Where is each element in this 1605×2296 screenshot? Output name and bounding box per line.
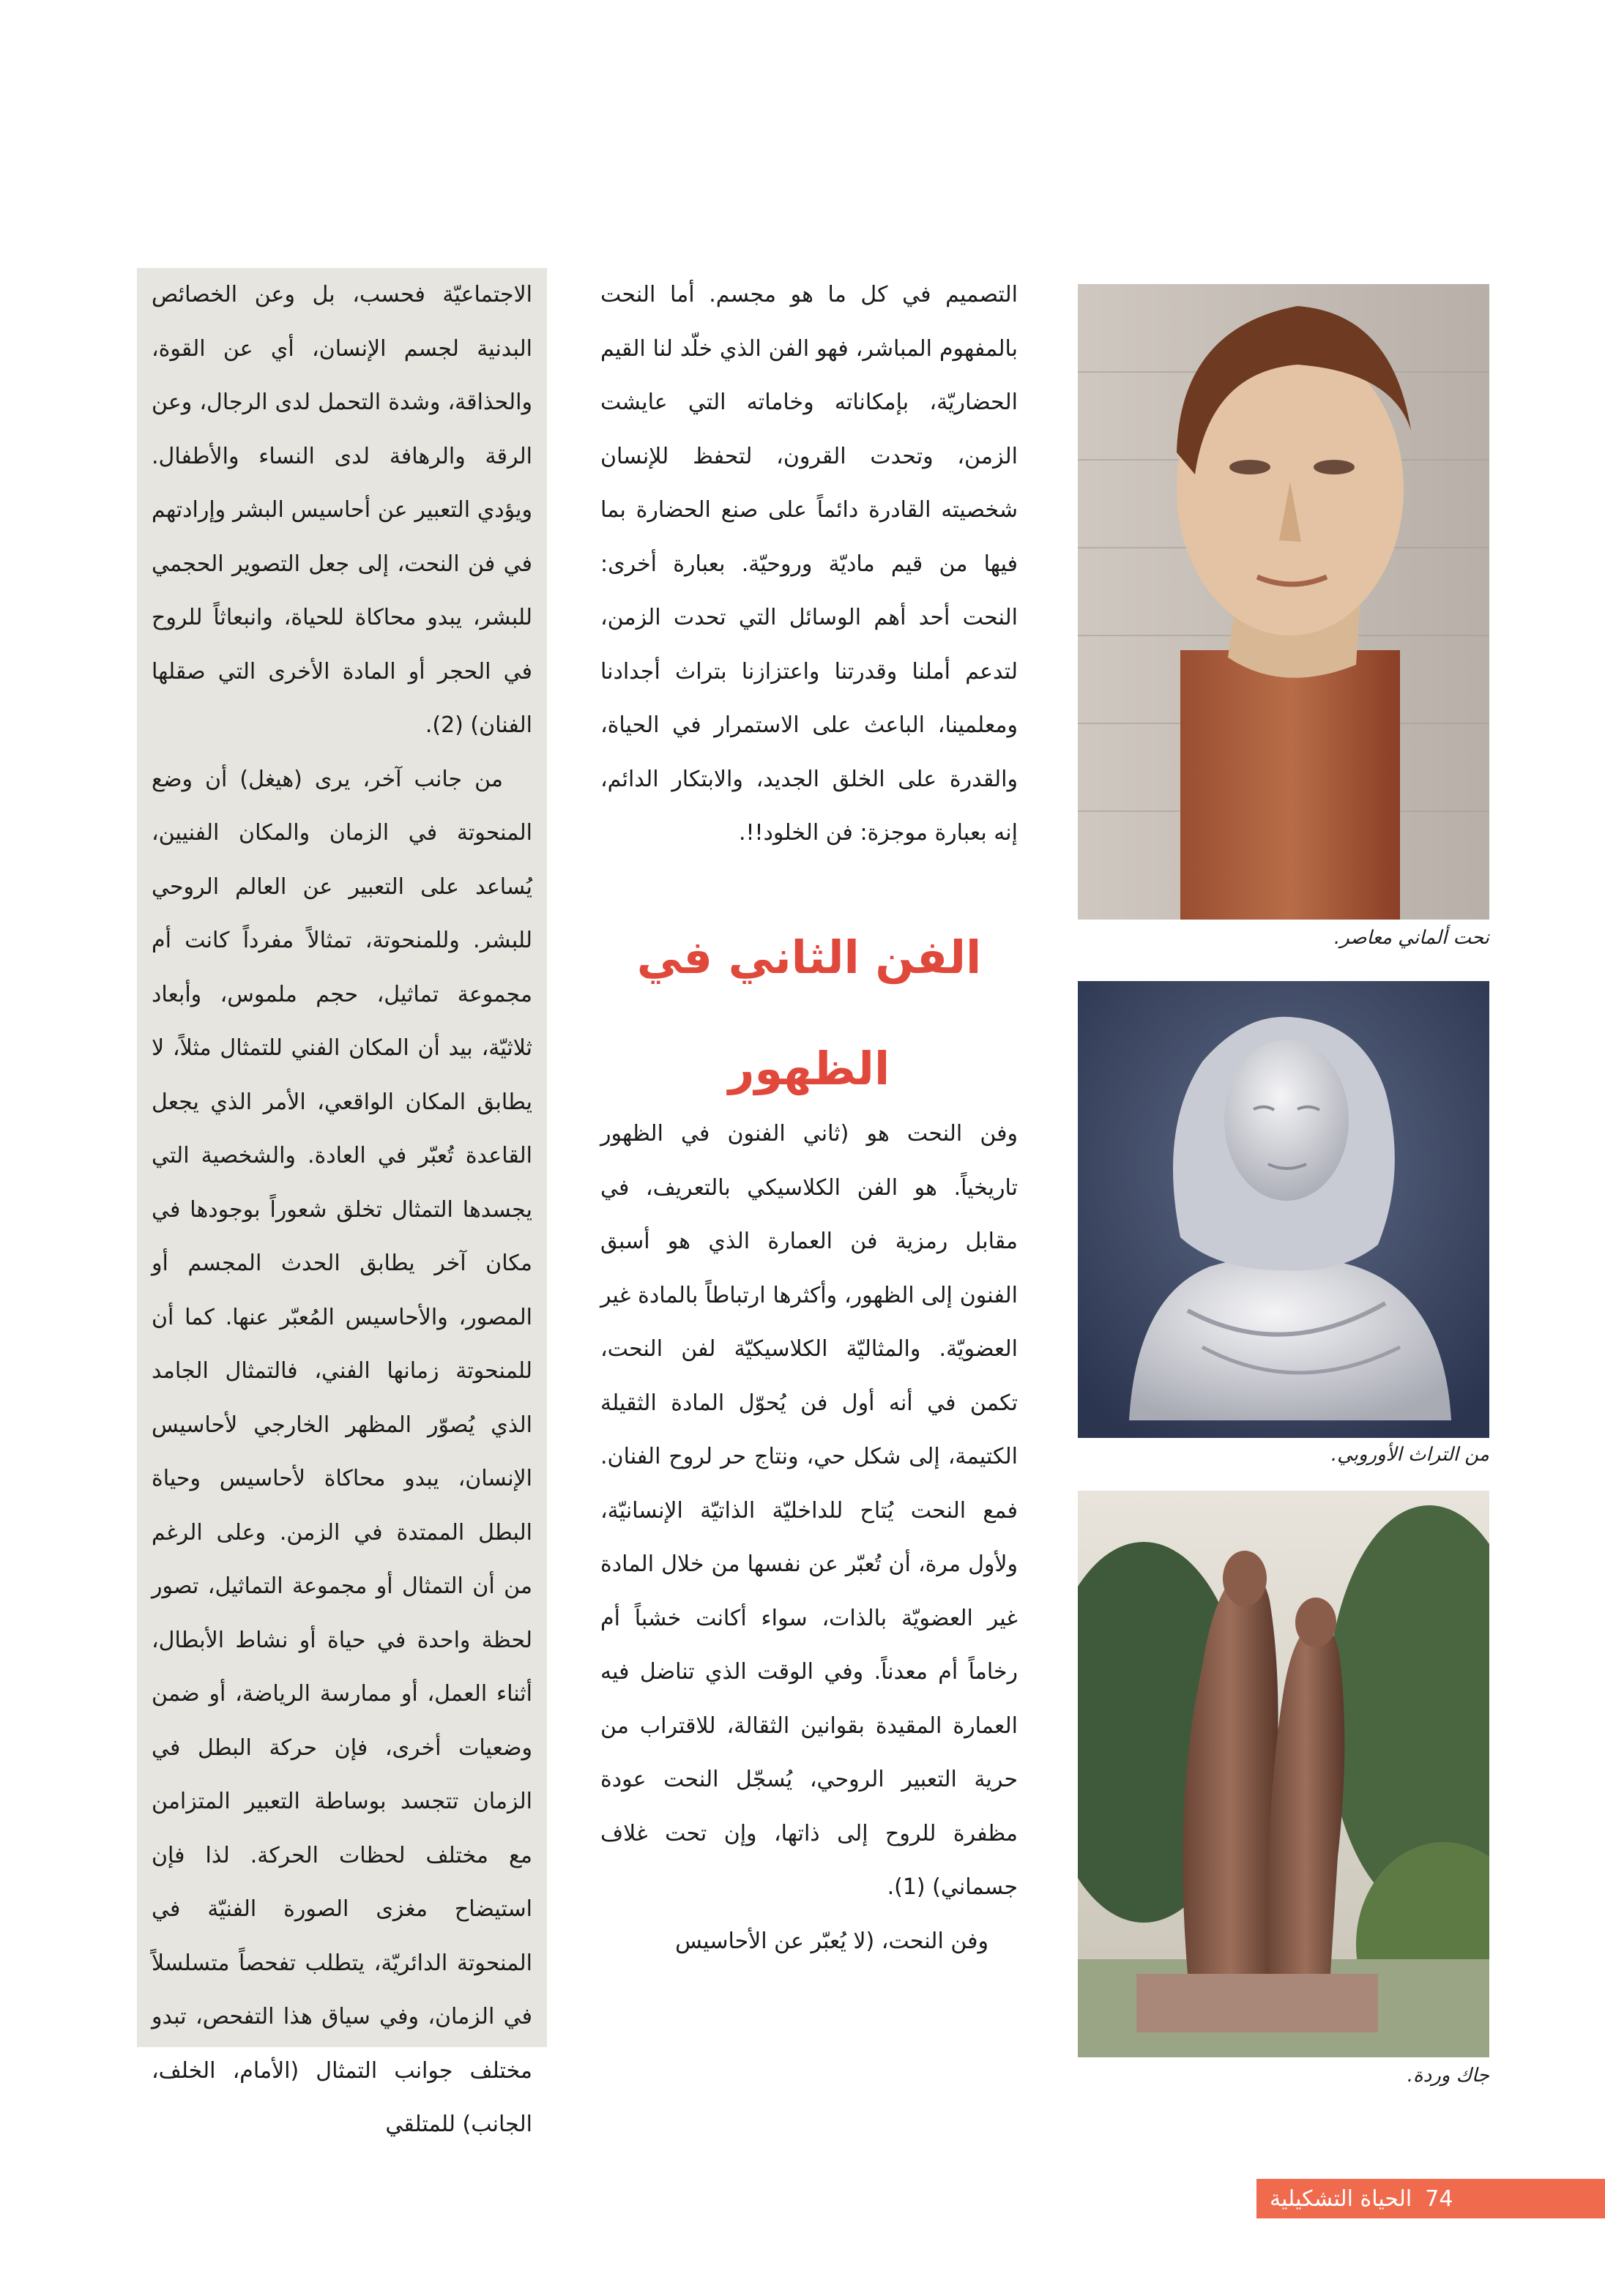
paragraph: من جانب آخر، يرى (هيغل) أن وضع المنحوتة في الزمان والمكان الفنيين، يُساعد على التعبير عن العالم الروحي للبشر. وللمنحوتة، تمثالاً مفرداً كانت أم مجموعة تماثيل، حجم ملموس، وأبعاد ثلاثيّة، بيد أن المكان الفني للتمثال مثلاً، لا يطابق المكان الواقعي، الأمر الذي يجعل القاعدة تُعبّر في العادة. والشخصية التي يجسدها التمثال تخلق شعوراً بوجودها في مكان آخر يطابق الحدث المجسم أو المصور، والأحاسيس المُعبّر عنها. كما أن للمنحوتة زمانها الفني، فالتمثال الجامد الذي يُصوّر المظهر الخارجي لأحاسيس الإنسان، يبدو محاكاة لأحاسيس وحياة البطل الممتدة في الزمن. وعلى الرغم من أن التمثال أو مجموعة التماثيل، تصور لحظة واحدة في حياة أو نشاط الأبطال، أثناء العمل، أو ممارسة الرياضة، أو ضمن وضعيات أخرى، فإن حركة البطل في الزمان تتجسد بوساطة التعبير المتزامن مع مختلف لحظات الحركة. لذا فإن استيضاح مغزى الصورة الفنيّة في المنحوتة الدائريّة، يتطلب تفحصاً متسلسلاً في الزمان، وفي سياق هذا التفحص، تبدو مختلف جوانب التمثال (الأمام، الخلف، الجانب) للمتلقي bbox=[152, 766, 532, 2137]
caption-photo1: نحت ألماني معاصر. bbox=[1333, 927, 1489, 949]
photo-european-marble-bust bbox=[1078, 981, 1489, 1438]
text-column-middle-top bbox=[600, 268, 1018, 860]
section-heading-line-2: الظهور bbox=[728, 1042, 890, 1095]
text-column-middle-bottom bbox=[600, 1107, 1018, 1968]
page-number: 74 bbox=[1425, 2185, 1453, 2212]
photo-german-head-sculpture bbox=[1078, 284, 1489, 920]
text-column-left bbox=[137, 268, 547, 2137]
paragraph: الاجتماعيّة فحسب، بل وعن الخصائص البدنية لجسم الإنسان، أي عن القوة، والحذاقة، وشدة التحمل لدى الرجال، وعن الرقة والرهافة لدى النساء والأطفال. ويؤدي التعبير عن أحاسيس البشر وإرادتهم في فن النحت، إلى جعل التصوير الحجمي للبشر، يبدو محاكاة للحياة، وانبعاثاً للروح في الحجر أو المادة الأخرى التي صقلها الفنان) (2). bbox=[152, 282, 532, 738]
magazine-name: الحياة التشكيلية bbox=[1270, 2185, 1412, 2212]
footer-bar bbox=[1256, 2179, 1605, 2218]
paragraph: وفن النحت هو (ثاني الفنون في الظهور تاريخياً. هو الفن الكلاسيكي بالتعريف، في مقابل رمزية فن العمارة الذي هو أسبق الفنون إلى الظهور، وأكثرها ارتباطاً بالمادة غير العضويّة. والمثاليّة الكلاسيكيّة لفن النحت، تكمن في أنه أول فن يُحوّل المادة الثقيلة الكتيمة، إلى شكل حي، ونتاج حر لروح الفنان. فمع النحت يُتاح للداخليّة الذاتيّة الإنسانيّة، ولأول مرة، أن تُعبّر عن نفسها من خلال المادة غير العضويّة بالذات، سواء أكانت خشباً أم رخاماً أم معدناً. وفي الوقت الذي تناضل فيه العمارة المقيدة بقوانين الثقالة، للاقتراب من حرية التعبير الروحي، يُسجّل النحت عودة مظفرة للروح إلى ذاتها، وإن تحت غلاف جسماني) (1). bbox=[600, 1121, 1018, 1900]
caption-photo3: جاك وردة. bbox=[1407, 2065, 1489, 2087]
paragraph: التصميم في كل ما هو مجسم. أما النحت بالمفهوم المباشر، فهو الفن الذي خلّد لنا القيم الحضاريّة، بإمكاناته وخاماته التي عايشت الزمن، وتحدت القرون، لتحفظ للإنسان شخصيته القادرة دائماً على صنع الحضارة بما فيها من قيم ماديّة وروحيّة. بعبارة أخرى: النحت أحد أهم الوسائل التي تحدت الزمن، لتدعم أملنا وقدرتنا واعتزازنا بتراث أجدادنا ومعلمينا، الباعث على الاستمرار في الحياة، والقدرة على الخلق الجديد، والابتكار الدائم، إنه بعبارة موجزة: فن الخلود!!. bbox=[600, 282, 1018, 846]
paragraph: وفن النحت، (لا يُعبّر عن الأحاسيس bbox=[675, 1928, 988, 1954]
caption-photo2: من التراث الأوروبي. bbox=[1330, 1444, 1489, 1466]
section-heading-line-1: الفن الثاني في bbox=[636, 931, 982, 984]
photo-two-figures-statue bbox=[1078, 1491, 1489, 2057]
